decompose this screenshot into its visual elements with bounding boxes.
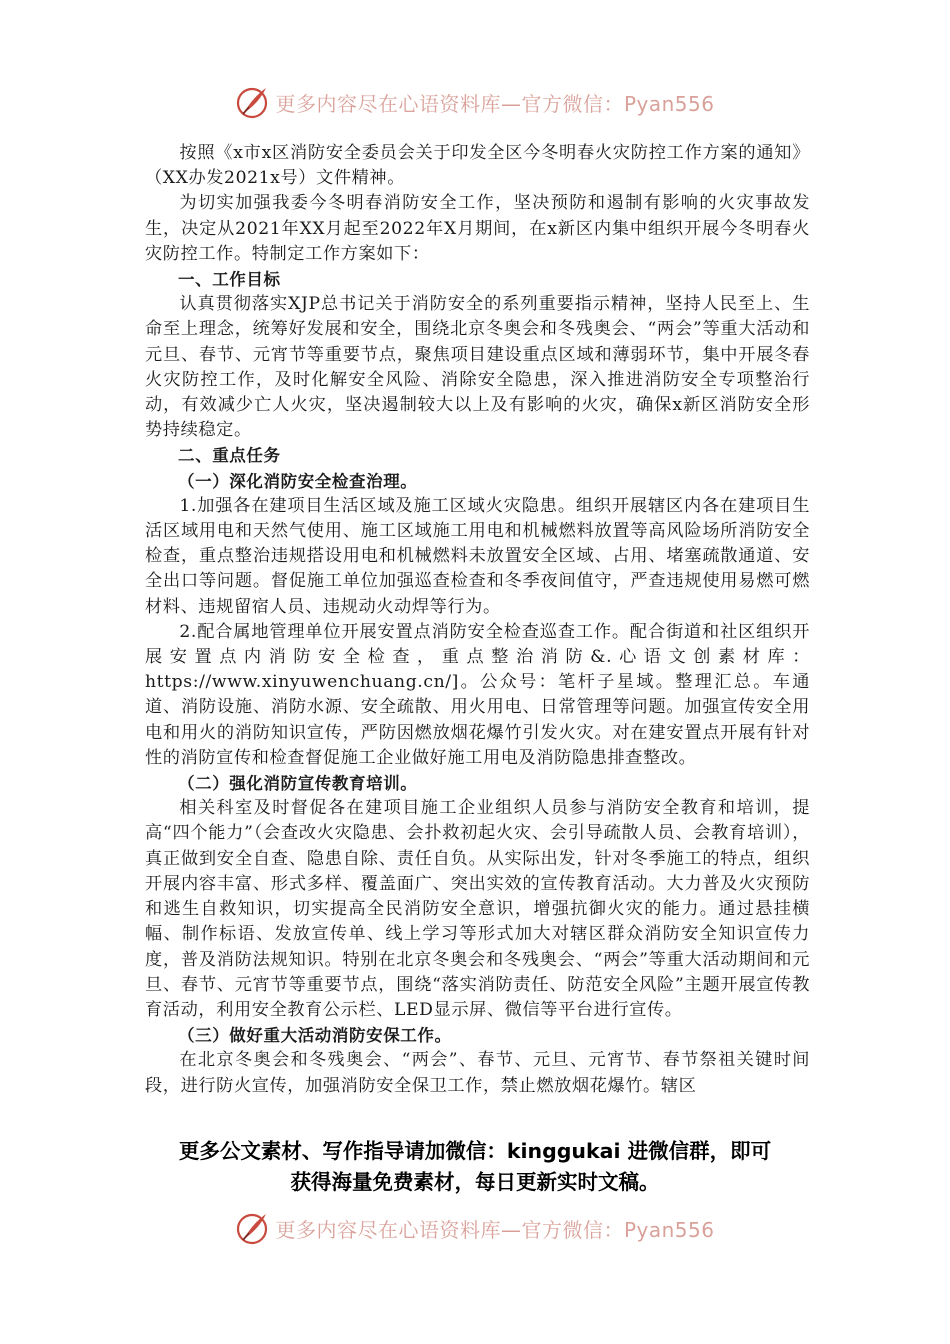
paragraph: 在北京冬奥会和冬残奥会、“两会”、春节、元旦、元宵节、春节祭祖关键时间段，进行防火宣传，加强消防安全保卫工作，禁止燃放烟花爆竹。辖区: [145, 1050, 810, 1096]
footer-watermark-banner: [0, 1206, 950, 1250]
paragraph: 1.加强各在建项目生活区域及施工区域火灾隐患。组织开展辖区内各在建项目生活区域用电和天然气使用、施工区域施工用电和机械燃料放置等高风险场所消防安全检查，重点整治违规搭设用电和机械燃料未放置安全区域、占用、堵塞疏散通道、安全出口等问题。督促施工单位加强巡查检查和冬季夜间值守，严查违规使用易燃可燃材料、违规留宿人员、违规动火动焊等行为。: [145, 495, 810, 617]
subsection-heading: （二）强化消防宣传教育培训。: [178, 774, 418, 794]
promo-notice: [0, 1136, 950, 1198]
quill-logo-icon: [235, 84, 271, 120]
document-body: [145, 141, 810, 1099]
header-watermark-text: 更多内容尽在心语资料库—官方微信：Pyan556: [275, 91, 715, 116]
header-watermark-banner: [0, 80, 950, 124]
footer-watermark-text: 更多内容尽在心语资料库—官方微信：Pyan556: [275, 1217, 715, 1242]
section-heading: 二、重点任务: [178, 446, 281, 466]
promo-line-1: 更多公文素材、写作指导请加微信：kinggukai 进微信群，即可: [178, 1139, 772, 1163]
quill-logo-icon: [235, 1210, 271, 1246]
paragraph: 相关科室及时督促各在建项目施工企业组织人员参与消防安全教育和培训，提高“四个能力”（会查改火灾隐患、会扑救初起火灾、会引导疏散人员、会教育培训），真正做到安全自查、隐患自除、责任自负。从实际出发，针对冬季施工的特点，组织开展内容丰富、形式多样、覆盖面广、突出实效的宣传教育活动。大力普及火灾预防和逃生自救知识，切实提高全民消防安全意识，增强抗御火灾的能力。通过悬挂横幅、制作标语、发放宣传单、线上学习等形式加大对辖区群众消防安全知识宣传力度，普及消防法规知识。特别在北京冬奥会和冬残奥会、“两会”等重大活动期间和元旦、春节、元宵节等重要节点，围绕“落实消防责任、防范安全风险”主题开展宣传教育活动，利用安全教育公示栏、LED显示屏、微信等平台进行宣传。: [145, 798, 810, 1020]
paragraph: 为切实加强我委今冬明春消防安全工作，坚决预防和遏制有影响的火灾事故发生，决定从2021年XX月起至2022年X月期间，在x新区内集中组织开展今冬明春火灾防控工作。特制定工作方案如下：: [145, 193, 810, 264]
paragraph: 2.配合属地管理单位开展安置点消防安全检查巡查工作。配合街道和社区组织开展安置点内消防安全检查，重点整治消防&.心语文创素材库：https://www.xinyuwenchuang.cn/]。公众号：笔杆子星域。整理汇总。车通道、消防设施、消防水源、安全疏散、用火用电、日常管理等问题。加强宣传安全用电和用火的消防知识宣传，严防因燃放烟花爆竹引发火灾。对在建安置点开展有针对性的消防宣传和检查督促施工企业做好施工用电及消防隐患排查整改。: [145, 621, 810, 768]
paragraph: 按照《x市x区消防安全委员会关于印发全区今冬明春火灾防控工作方案的通知》（XX办发2021x号）文件精神。: [145, 143, 810, 189]
promo-line-2: 获得海量免费素材，每日更新实时文稿。: [290, 1170, 660, 1194]
section-heading: 一、工作目标: [178, 270, 281, 290]
paragraph: 认真贯彻落实XJP总书记关于消防安全的系列重要指示精神，坚持人民至上、生命至上理念，统筹好发展和安全，围绕北京冬奥会和冬残奥会、“两会”等重大活动和元旦、春节、元宵节等重要节点，聚焦项目建设重点区域和薄弱环节，集中开展冬春火灾防控工作，及时化解安全风险、消除安全隐患，深入推进消防安全专项整治行动，有效减少亡人火灾，坚决遏制较大以上及有影响的火灾，确保x新区消防安全形势持续稳定。: [145, 294, 810, 441]
subsection-heading: （一）深化消防安全检查治理。: [178, 471, 418, 491]
subsection-heading: （三）做好重大活动消防安保工作。: [178, 1026, 452, 1046]
